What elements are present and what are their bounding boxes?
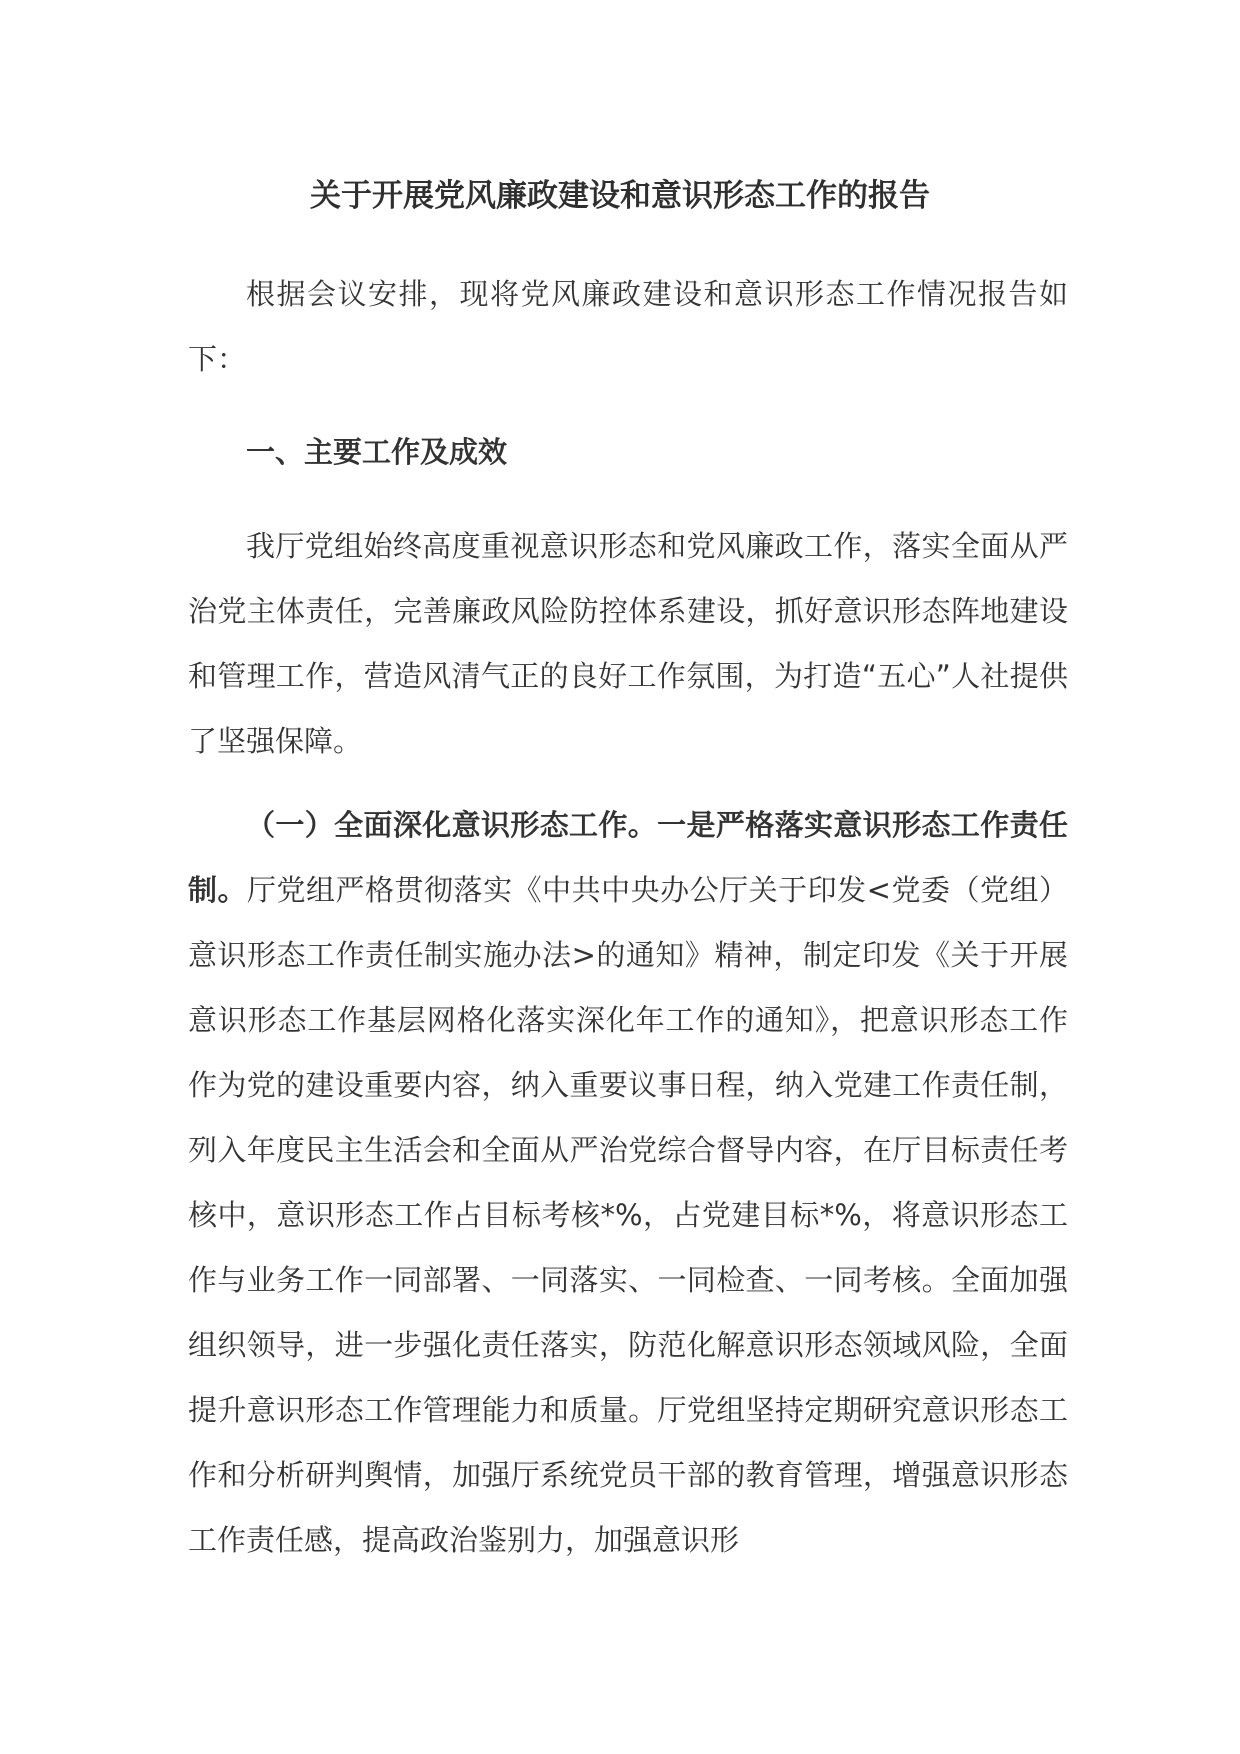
document-title: 关于开展党风廉政建设和意识形态工作的报告: [310, 178, 930, 214]
overview-block: [188, 514, 1068, 774]
subsection-heading: （一）全面深化意识形态工作。: [246, 808, 658, 842]
subsection-lead: 一是严格落实意识形态工作责任制。: [188, 808, 1068, 907]
subsection-paragraph: [188, 793, 1068, 1573]
subsection-body: 厅党组严格贯彻落实《中共中央办公厅关于印发<党委（党组）意识形态工作责任制实施办法>的通知》精神，制定印发《关于开展意识形态工作基层网格化落实深化年工作的通知》，把意识形态工作作为党的建设重要内容，纳入重要议事日程，纳入党建工作责任制，列入年度民主生活会和全面从严治党综合督导内容，在厅目标责任考核中，意识形态工作占目标考核*%，占党建目标*%，将意识形态工作与业务工作一同部署、一同落实、一同检查、一同考核。全面加强组织领导，进一步强化责任落实，防范化解意识形态领域风险，全面提升意识形态工作管理能力和质量。厅党组坚持定期研究意识形态工作和分析研判舆情，加强厅系统党员干部的教育管理，增强意识形态工作责任感，提高政治鉴别力，加强意识形: [188, 873, 1068, 1557]
overview-paragraph: 我厅党组始终高度重视意识形态和党风廉政工作，落实全面从严治党主体责任，完善廉政风险防控体系建设，抓好意识形态阵地建设和管理工作，营造风清气正的良好工作氛围，为打造“五心”人社提供了坚强保障。: [188, 529, 1068, 758]
intro-paragraph: 根据会议安排，现将党风廉政建设和意识形态工作情况报告如下：: [188, 277, 1068, 376]
subsection-block: [188, 793, 1068, 1573]
section-heading: 一、主要工作及成效: [246, 435, 508, 469]
section-heading-block: [188, 420, 1068, 485]
intro-block: [188, 262, 1068, 392]
